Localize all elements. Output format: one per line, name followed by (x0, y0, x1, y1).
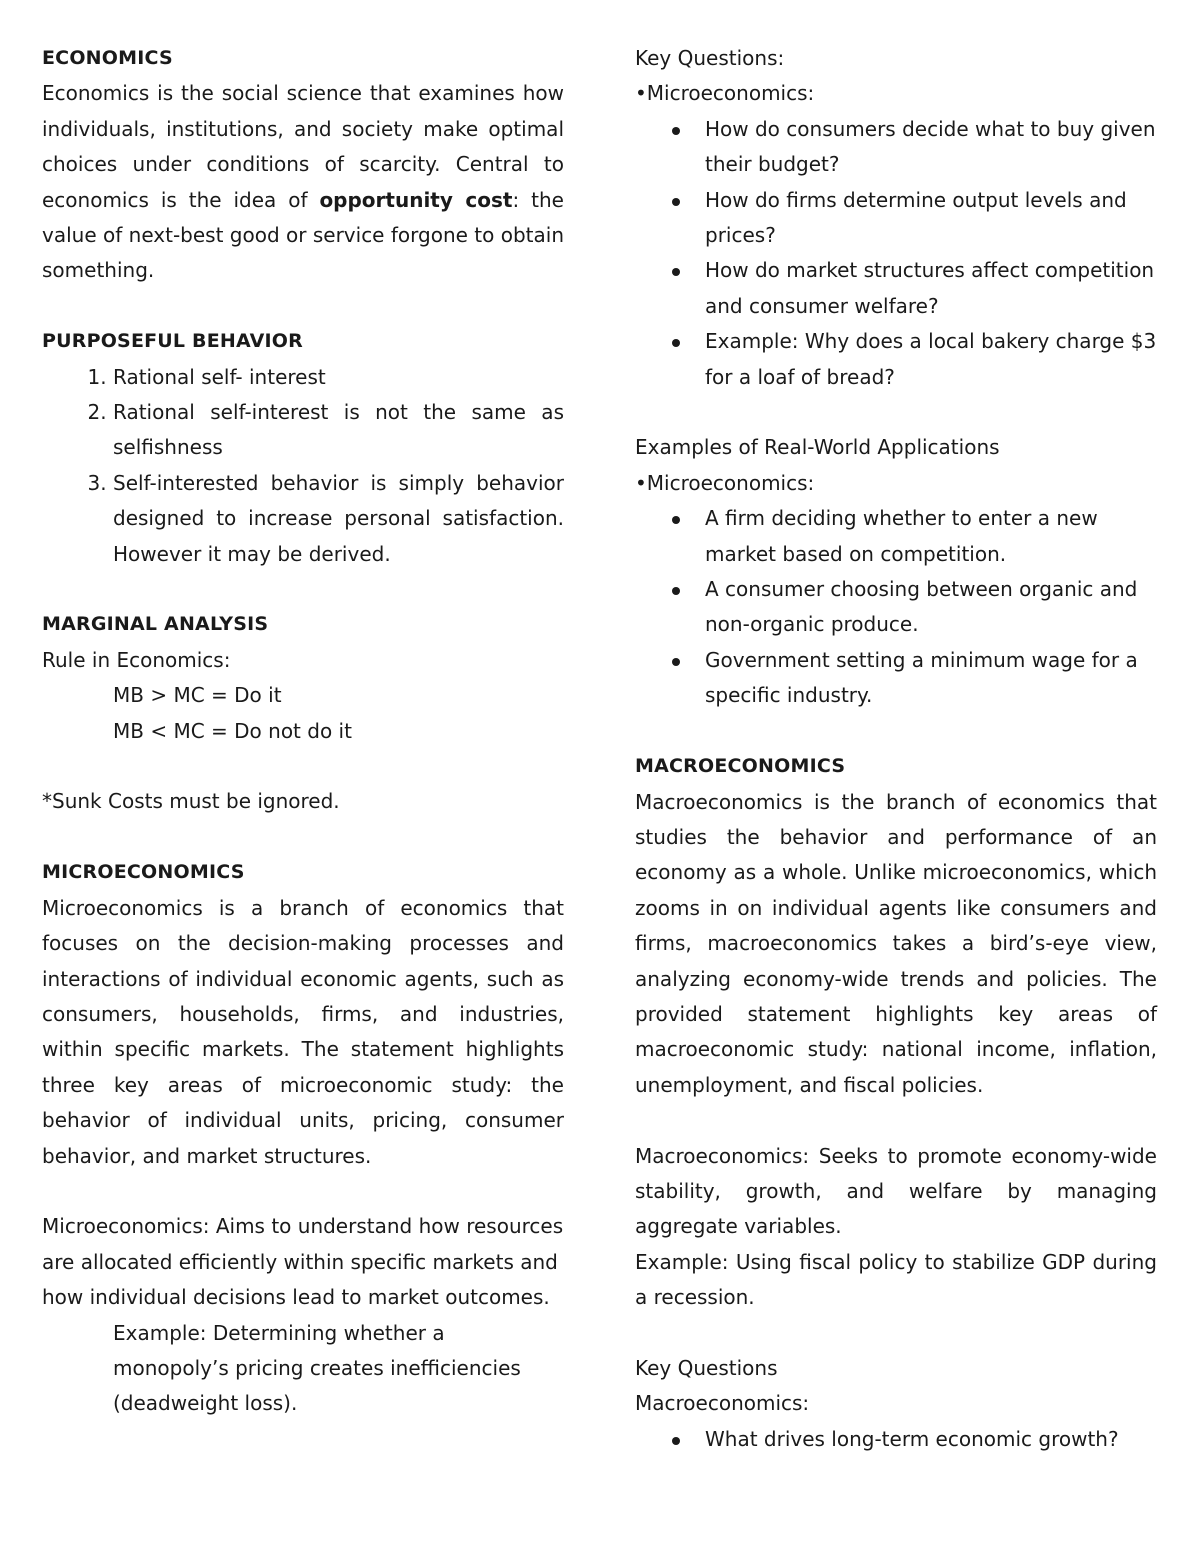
purposeful-behavior-heading: PURPOSEFUL BEHAVIOR (42, 330, 303, 353)
purposeful-behavior-list (42, 360, 564, 572)
list-item: How do consumers decide what to buy given their budget? (705, 112, 1157, 183)
microeconomics-heading: MICROECONOMICS (42, 861, 245, 884)
microeconomics-aim: Microeconomics: Aims to understand how resources are allocated efficiently within specific markets and how individual decisions lead to market outcomes. (42, 1214, 564, 1310)
list-item: Example: Why does a local bakery charge $3 for a loaf of bread? (705, 324, 1157, 395)
key-questions-sub: •Microeconomics: (635, 81, 815, 106)
macro-key-questions-sub: Macroeconomics: (635, 1391, 810, 1416)
rule-label: Rule in Economics: (42, 647, 231, 672)
applications-list (635, 501, 1157, 713)
rule-do-not: MB < MC = Do not do it (113, 718, 352, 743)
key-questions-heading: Key Questions: (635, 46, 785, 70)
macroeconomics-paragraph: Macroeconomics is the branch of economics that studies the behavior and performance of an economy as a whole. Unlike microeconomics, which zooms in on individual agents like consumers and firms, macroeconomics takes a bird’s-eye view, analyzing economy-wide trends and policies. The provided statement highlights key areas of macroeconomic study: national income, inflation, unemployment, and fiscal policies. (635, 789, 1157, 1097)
macroeconomics-heading: MACROECONOMICS (635, 755, 846, 778)
list-item: 3. Self-interested behavior is simply behavior designed to increase personal satisfaction. However it may be derived. (113, 466, 564, 572)
economics-text-b: : the value of next-best good or service forgone to obtain something. (42, 187, 564, 283)
applications-sub: •Microeconomics: (635, 470, 815, 495)
opportunity-cost-term: opportunity cost (319, 187, 513, 212)
economics-text-a: Economics is the social science that examines how individuals, institutions, and society make optimal choices under conditions of scarcity. Central to economics is the idea of (42, 81, 564, 212)
list-item: 1. Rational self- interest (113, 360, 564, 395)
economics-paragraph (42, 76, 564, 288)
list-item: How do firms determine output levels and prices? (705, 183, 1157, 254)
economics-heading: ECONOMICS (42, 47, 173, 69)
list-item: Government setting a minimum wage for a specific industry. (705, 643, 1157, 714)
applications-heading: Examples of Real-World Applications (635, 435, 1000, 460)
key-questions-list (635, 112, 1157, 395)
rule-do-it: MB > MC = Do it (113, 683, 282, 708)
list-item: What drives long-term economic growth? (705, 1422, 1157, 1457)
macroeconomics-example: Example: Using fiscal policy to stabilize GDP during a recession. (635, 1249, 1157, 1310)
marginal-analysis-heading: MARGINAL ANALYSIS (42, 613, 269, 636)
list-item: A firm deciding whether to enter a new market based on competition. (705, 501, 1157, 572)
microeconomics-example: Example: Determining whether a monopoly’s pricing creates inefficiencies (deadweight loss). (113, 1320, 521, 1416)
sunk-costs-note: *Sunk Costs must be ignored. (42, 789, 340, 814)
list-item: A consumer choosing between organic and non-organic produce. (705, 572, 1157, 643)
right-column (635, 41, 1157, 1457)
microeconomics-paragraph: Microeconomics is a branch of economics that focuses on the decision-making processes and interactions of individual economic agents, such as consumers, households, firms, and industries, within specific markets. The statement highlights three key areas of microeconomic study: the behavior of individual units, pricing, consumer behavior, and market structures. (42, 895, 564, 1168)
macro-key-questions-list (635, 1422, 1157, 1457)
macroeconomics-aim: Macroeconomics: Seeks to promote economy-wide stability, growth, and welfare by managing aggregate variables. (635, 1143, 1157, 1239)
list-item: How do market structures affect competition and consumer welfare? (705, 253, 1157, 324)
left-column (42, 41, 564, 1422)
macro-key-questions-heading: Key Questions (635, 1355, 778, 1380)
list-item: 2. Rational self-interest is not the same as selfishness (113, 395, 564, 466)
